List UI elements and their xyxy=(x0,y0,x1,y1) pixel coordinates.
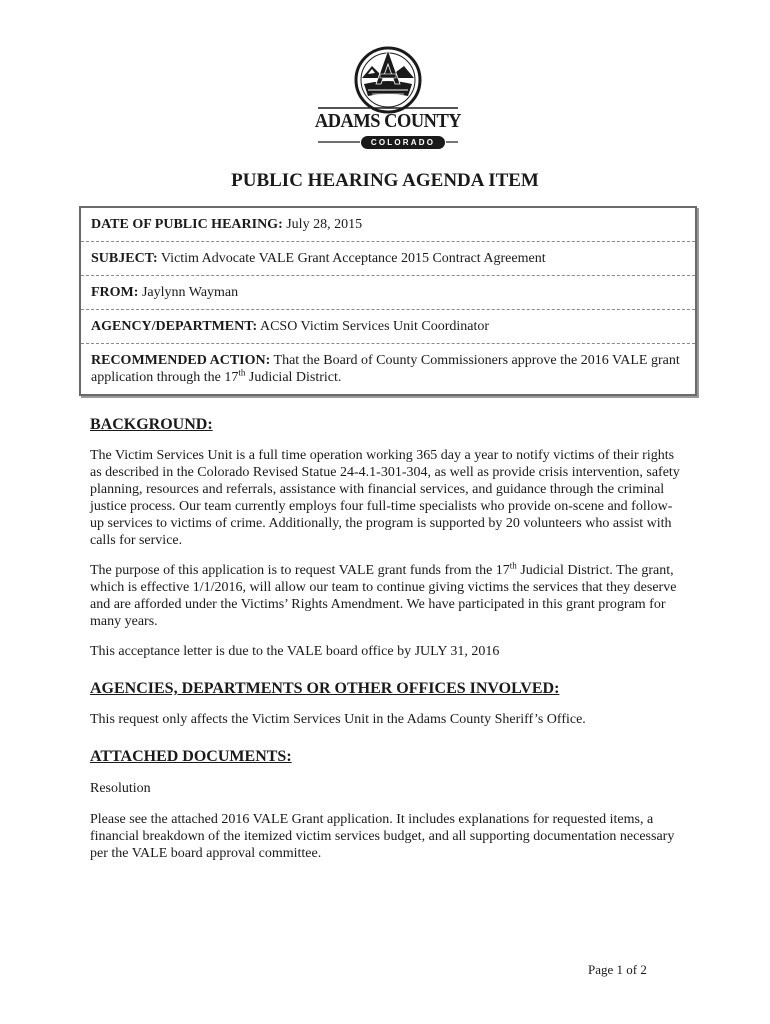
agencies-paragraph: This request only affects the Victim Services Unit in the Adams County Sheriff’s Office. xyxy=(90,712,586,727)
attached-documents-paragraph: Please see the attached 2016 VALE Grant application. It includes explanations for requested items, a financial breakdown of the itemized victim services budget, and all supporting documentation necessary per the VALE board approval committee. xyxy=(90,812,675,861)
background-paragraph-2-start: The purpose of this application is to request VALE grant funds from the 17 xyxy=(90,563,510,578)
attached-documents-heading: ATTACHED DOCUMENTS: xyxy=(90,748,292,765)
background-paragraph-3: This acceptance letter is due to the VALE board office by JULY 31, 2016 xyxy=(90,644,500,659)
subject-row xyxy=(81,242,695,276)
from-value: Jaylynn Wayman xyxy=(141,285,239,300)
agencies-heading: AGENCIES, DEPARTMENTS OR OTHER OFFICES INVOLVED: xyxy=(90,680,560,697)
page-title: PUBLIC HEARING AGENDA ITEM xyxy=(231,170,539,191)
agency-value: ACSO Victim Services Unit Coordinator xyxy=(259,319,490,334)
attached-documents-section xyxy=(90,748,680,862)
attached-document-item: Resolution xyxy=(90,781,151,796)
recommended-action-text-end: Judicial District. xyxy=(245,370,342,385)
hearing-date-value: July 28, 2015 xyxy=(286,217,363,232)
county-name: ADAMS COUNTY xyxy=(314,110,462,132)
background-paragraph-1: The Victim Services Unit is a full time operation working 365 day a year to notify victims of their rights as described in the Colorado Revised Statue 24-4.1-301-304, as well as provide crisis intervention, safety planning, resources and referrals, assistance with financial services, and guidance through the criminal justice process. Our team currently employs four full-time specialists who provide on-scene and follow-up services to victims of crime. Additionally, the program is supported by 20 volunteers who assist with calls for service. xyxy=(90,448,680,548)
hearing-info-box xyxy=(79,206,697,396)
recommended-action-label: RECOMMENDED ACTION: xyxy=(91,353,271,368)
hearing-date-row xyxy=(81,208,695,242)
recommended-action-row xyxy=(81,344,695,394)
subject-label: SUBJECT: xyxy=(91,251,158,266)
background-paragraph-2-end: Judicial District. The grant, which is effective 1/1/2016, will allow our team to continue giving victims the services that they deserve and are afforded under the Victims’ Rights Amendment. We have participated in this grant program for many years. xyxy=(90,563,677,629)
agency-label: AGENCY/DEPARTMENT: xyxy=(91,319,258,334)
background-heading: BACKGROUND: xyxy=(90,416,213,433)
page-number: Page 1 of 2 xyxy=(588,962,647,977)
state-badge: COLORADO xyxy=(361,136,445,149)
ordinal-suffix: th xyxy=(509,560,517,571)
background-section xyxy=(90,416,680,660)
ordinal-suffix: th xyxy=(238,367,246,378)
from-label: FROM: xyxy=(91,285,139,300)
from-row xyxy=(81,276,695,310)
background-paragraph-2 xyxy=(90,562,680,630)
adams-county-logo xyxy=(308,44,468,162)
recommended-action-text: That the Board of County Commissioners approve the 2016 VALE grant application through the 17 xyxy=(91,353,680,385)
hearing-date-label: DATE OF PUBLIC HEARING: xyxy=(91,217,283,232)
agencies-section xyxy=(90,680,680,728)
agency-row xyxy=(81,310,695,344)
subject-value: Victim Advocate VALE Grant Acceptance 2015 Contract Agreement xyxy=(160,251,546,266)
